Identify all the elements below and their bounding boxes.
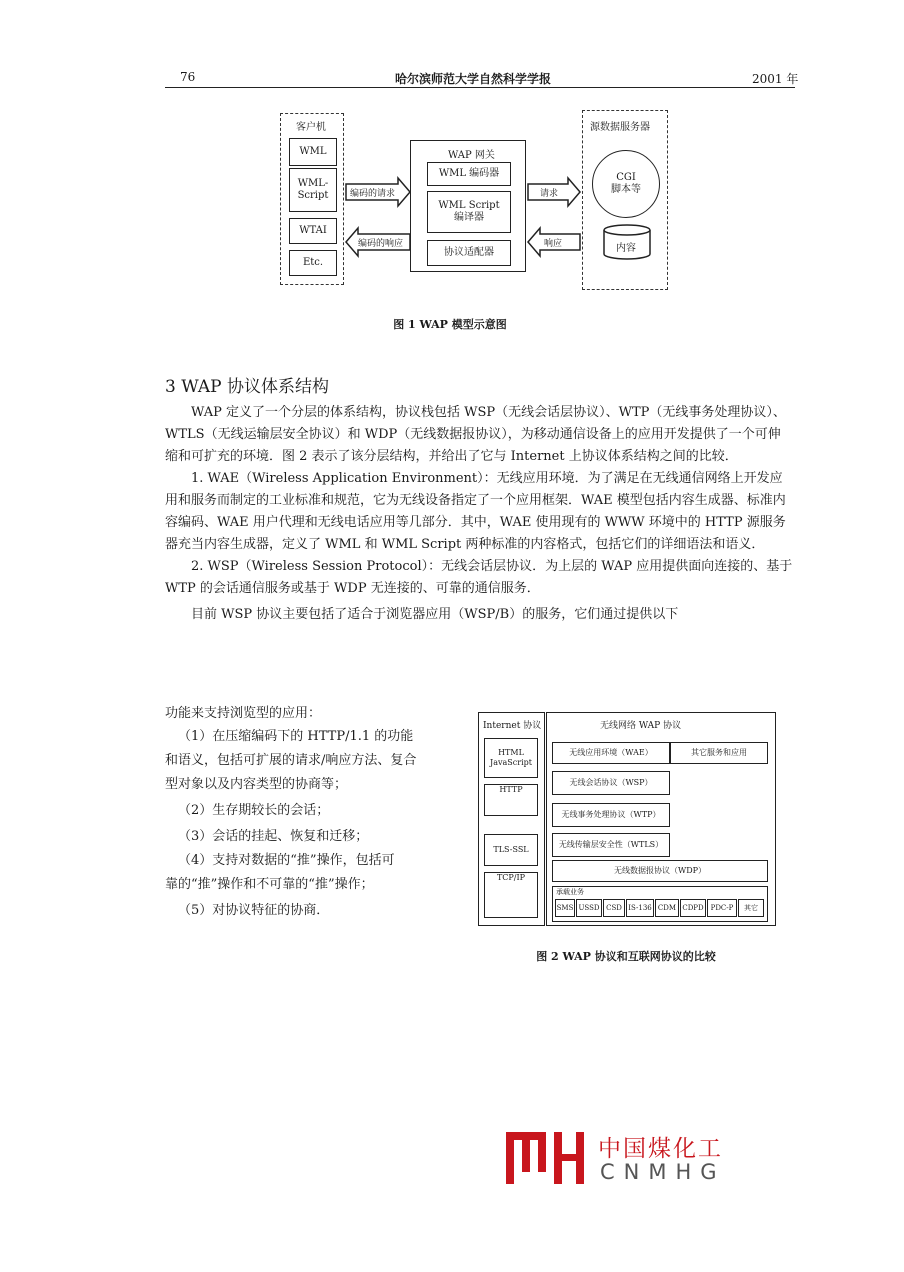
bearer: CDM [655, 899, 679, 917]
list-item: （4）支持对数据的“推”操作，包括可 [178, 853, 395, 868]
arrow-label-encoded-request: 编码的请求 [350, 189, 396, 199]
wap-layer: 无线应用环境（WAE） [552, 742, 670, 764]
gateway-label: WAP 网关 [448, 150, 495, 161]
header-rule [165, 87, 795, 88]
bearer: PDC-P [707, 899, 737, 917]
cgi-circle: CGI 脚本等 [592, 150, 660, 218]
bearers-label: 承载业务 [556, 888, 584, 896]
paragraph: 2. WSP（Wireless Session Protocol）：无线会话层协议．为上层的 WAP 应用提供面向连接的、基于 WTP 的会话通信服务或基于 WDP 无连接的、可靠的通信服务． [165, 559, 793, 596]
paragraph: 目前 WSP 协议主要包括了适合于浏览器应用（WSP/B）的服务，它们通过提供以下 [191, 607, 679, 622]
journal-title: 哈尔滨师范大学自然科学学报 [395, 72, 552, 86]
body-text [165, 402, 793, 626]
server-label: 源数据服务器 [590, 122, 650, 133]
figure-1-caption: 图 1 WAP 模型示意图 [393, 318, 507, 331]
logo-en-text: CNMHG [600, 1160, 726, 1184]
list-item: （5）对协议特征的协商． [178, 903, 330, 918]
wap-layer: 无线数据报协议（WDP） [552, 860, 768, 882]
list-item: （3）会话的挂起、恢复和迁移； [178, 829, 369, 844]
wap-layer: 无线传输层安全性（WTLS） [552, 833, 670, 857]
bearer: CDPD [680, 899, 706, 917]
mh-logo-icon [500, 1128, 592, 1186]
internet-layer: TLS-SSL [484, 834, 538, 866]
list-item: （2）生存期较长的会话； [178, 803, 330, 818]
arrow-label-response: 响应 [544, 239, 563, 249]
gateway-item: 协议适配器 [427, 240, 511, 266]
bearer: USSD [576, 899, 602, 917]
logo-cn-text: 中国煤化工 [598, 1136, 723, 1162]
figure-2-caption: 图 2 WAP 协议和互联网协议的比较 [536, 950, 716, 963]
list-item: （1）在压缩编码下的 HTTP/1.1 的功能 [178, 729, 414, 744]
other-services: 其它服务和应用 [670, 742, 768, 764]
internet-layer: HTML JavaScript [484, 738, 538, 778]
client-item: WML [289, 138, 337, 166]
section-heading: 3 WAP 协议体系结构 [165, 377, 329, 397]
paragraph: 1. WAE（Wireless Application Environment）：无线应用环境．为了满足在无线通信网络上开发应用和服务而制定的工业标准和规范，它为无线设备指定了一个应用框架．WAE 模型包括内容生成器、标准内容编码、WAE 用户代理和无线电话应用等几部分．其中，WAE 使用现有的 WWW 环境中的 HTTP 源服务器充当内容生成器，定义了 WML 和 WML Script 两种标准的内容格式，包括它们的详细语法和语义． [165, 471, 786, 552]
page-number: 76 [180, 70, 196, 84]
client-item: Etc. [289, 250, 337, 276]
bearer: 其它 [738, 899, 764, 917]
paragraph: WAP 定义了一个分层的体系结构，协议栈包括 WSP（无线会话层协议）、WTP（无线事务处理协议）、WTLS（无线运输层安全协议）和 WDP（无线数据报协议），为移动通信设备上的应用开发提供了一个可伸缩和可扩充的环境．图 2 表示了该分层结构，并给出了它与 Internet 上协议体系结构之间的比较． [165, 405, 786, 464]
wap-layer: 无线会话协议（WSP） [552, 771, 670, 795]
client-item: WTAI [289, 218, 337, 244]
cnmhg-logo [500, 1128, 592, 1190]
year: 2001 年 [752, 72, 799, 86]
bearer: IS-136 [626, 899, 654, 917]
bearer: CSD [603, 899, 625, 917]
internet-label: Internet 协议 [483, 721, 542, 731]
client-item: WML- Script [289, 168, 337, 212]
arrow-label-request: 请求 [540, 189, 559, 199]
wireless-label: 无线网络 WAP 协议 [600, 721, 682, 731]
wap-layer: 无线事务处理协议（WTP） [552, 803, 670, 827]
list-item: 型对象以及内容类型的协商等； [165, 777, 348, 792]
arrow-label-encoded-response: 编码的响应 [358, 239, 404, 249]
content-label: 内容 [616, 243, 636, 254]
gateway-item: WML 编码器 [427, 162, 511, 186]
paragraph-continuation: 功能来支持浏览型的应用： [165, 706, 322, 721]
list-item: 靠的“推”操作和不可靠的“推”操作； [165, 877, 374, 892]
internet-layer: TCP/IP [484, 872, 538, 918]
bearer: SMS [555, 899, 575, 917]
client-label: 客户机 [296, 122, 326, 133]
gateway-item: WML Script 编译器 [427, 191, 511, 233]
internet-layer: HTTP [484, 784, 538, 816]
list-item: 和语义，包括可扩展的请求/响应方法、复合 [165, 753, 417, 768]
